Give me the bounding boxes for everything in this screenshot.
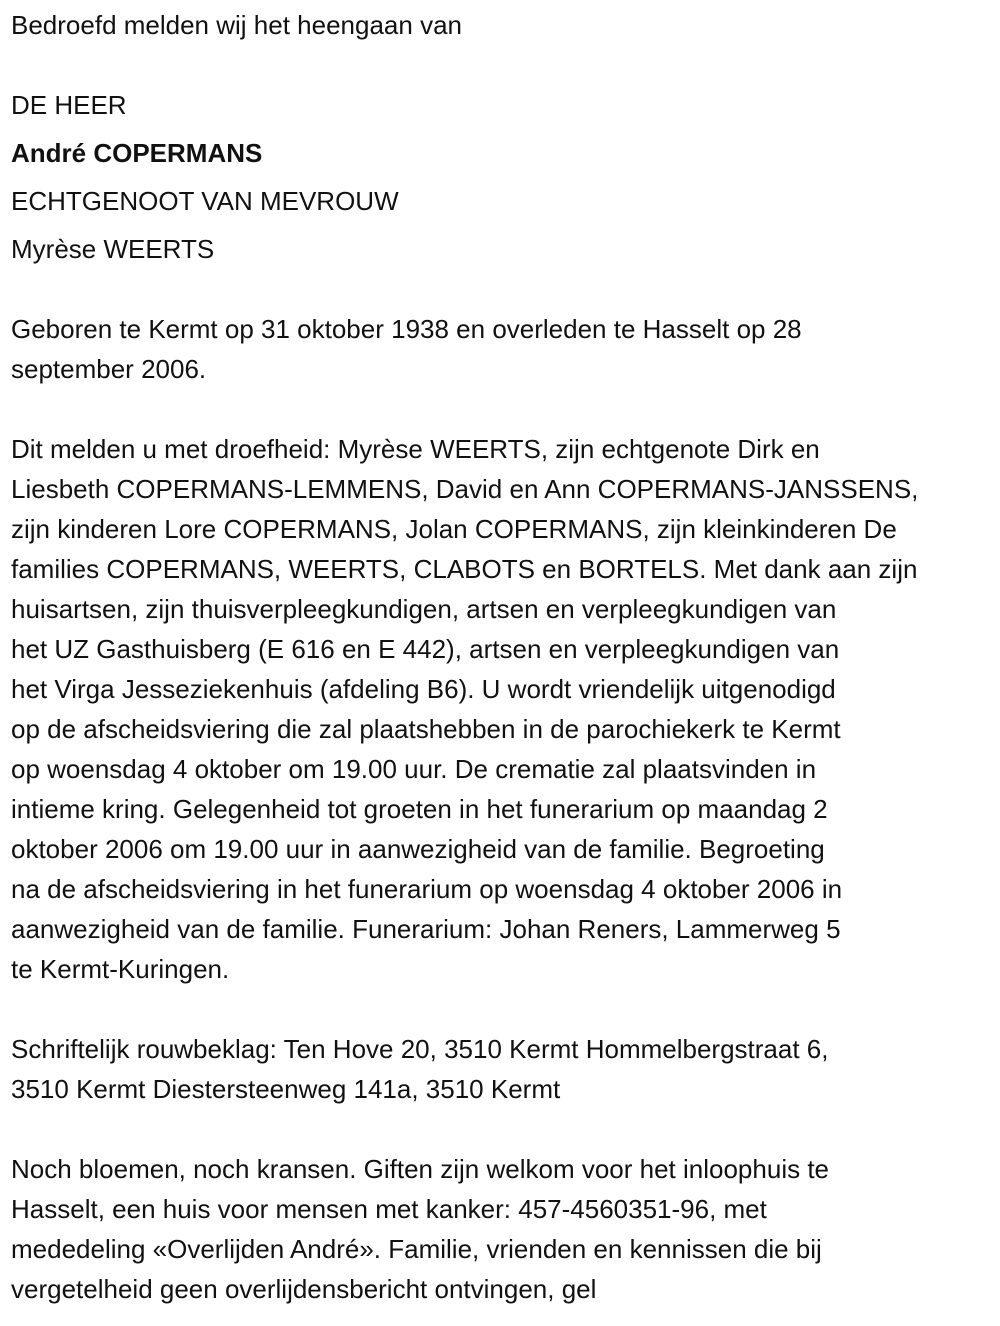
paragraph <box>11 1029 918 1109</box>
paragraph-line: na de afscheidsviering in het funerarium op woensdag 4 oktober 2006 in <box>11 874 843 904</box>
deceased-name: André COPERMANS <box>11 138 263 168</box>
paragraph-line: huisartsen, zijn thuisverpleegkundigen, artsen en verpleegkundigen van <box>11 594 837 624</box>
paragraph <box>11 309 918 389</box>
paragraph-line: Geboren te Kermt op 31 oktober 1938 en overleden te Hasselt op 28 <box>11 314 802 344</box>
paragraph-line: oktober 2006 om 19.00 uur in aanwezigheid van de familie. Begroeting <box>11 834 825 864</box>
paragraph-line: families COPERMANS, WEERTS, CLABOTS en BORTELS. Met dank aan zijn <box>11 554 918 584</box>
paragraph <box>11 1149 918 1309</box>
paragraph-line: 3510 Kermt Diestersteenweg 141a, 3510 Kermt <box>11 1074 561 1104</box>
paragraph-line: Schriftelijk rouwbeklag: Ten Hove 20, 3510 Kermt Hommelbergstraat 6, <box>11 1034 829 1064</box>
paragraph-line: op woensdag 4 oktober om 19.00 uur. De crematie zal plaatsvinden in <box>11 754 817 784</box>
paragraph-line: zijn kinderen Lore COPERMANS, Jolan COPERMANS, zijn kleinkinderen De <box>11 514 897 544</box>
relation-text: ECHTGENOOT VAN MEVROUW <box>11 186 399 216</box>
paragraph-line: Hasselt, een huis voor mensen met kanker: 457-4560351-96, met <box>11 1194 767 1224</box>
spacer <box>11 1109 918 1149</box>
spouse-name: Myrèse WEERTS <box>11 234 215 264</box>
paragraph-line: het Virga Jesseziekenhuis (afdeling B6). U wordt vriendelijk uitgenodigd <box>11 674 836 704</box>
intro-text: Bedroefd melden wij het heengaan van <box>11 10 462 40</box>
paragraph <box>11 429 918 989</box>
paragraph-line: te Kermt-Kuringen. <box>11 954 230 984</box>
spacer <box>11 269 918 309</box>
title-text: DE HEER <box>11 90 127 120</box>
paragraph-line: Dit melden u met droefheid: Myrèse WEERTS, zijn echtgenote Dirk en <box>11 434 820 464</box>
paragraph-line: Liesbeth COPERMANS-LEMMENS, David en Ann COPERMANS-JANSSENS, <box>11 474 919 504</box>
spacer <box>11 389 918 429</box>
paragraph-line: op de afscheidsviering die zal plaatshebben in de parochiekerk te Kermt <box>11 714 841 744</box>
obituary-document <box>11 5 918 1309</box>
paragraph-line: aanwezigheid van de familie. Funerarium: Johan Reners, Lammerweg 5 <box>11 914 841 944</box>
paragraph-line: september 2006. <box>11 354 207 384</box>
paragraph-line: intieme kring. Gelegenheid tot groeten in het funerarium op maandag 2 <box>11 794 828 824</box>
paragraph-line: vergetelheid geen overlijdensbericht ontvingen, gel <box>11 1274 597 1304</box>
paragraph-line: mededeling «Overlijden André». Familie, vrienden en kennissen die bij <box>11 1234 822 1264</box>
spacer <box>11 45 918 85</box>
spacer <box>11 989 918 1029</box>
paragraphs <box>11 309 918 1309</box>
paragraph-line: Noch bloemen, noch kransen. Giften zijn welkom voor het inloophuis te <box>11 1154 829 1184</box>
paragraph-line: het UZ Gasthuisberg (E 616 en E 442), artsen en verpleegkundigen van <box>11 634 840 664</box>
